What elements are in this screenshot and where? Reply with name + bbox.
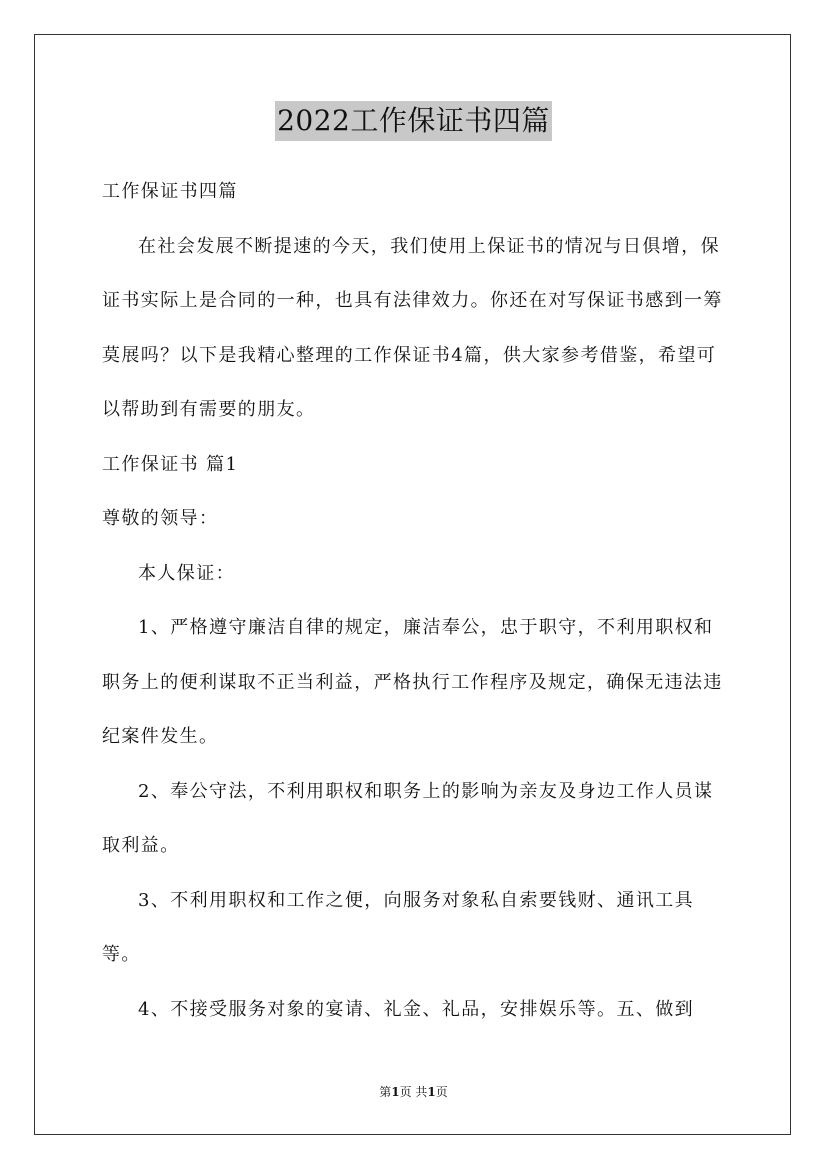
footer-suffix: 页: [435, 1085, 448, 1099]
paragraph: 工作保证书四篇: [102, 181, 238, 202]
current-page-number: 1: [391, 1085, 400, 1099]
paragraph: 3、不利用职权和工作之便，向服务对象私自索要钱财、通讯工具等。: [102, 889, 695, 965]
paragraph: 在社会发展不断提速的今天，我们使用上保证书的情况与日俱增，保证书实际上是合同的一种，也具有法律效力。你还在对写保证书感到一筹莫展吗？以下是我精心整理的工作保证书4篇，供大家参考借鉴，希望可以帮助到有需要的朋友。: [102, 235, 723, 420]
paragraph: 1、严格遵守廉洁自律的规定，廉洁奉公，忠于职守，不利用职权和职务上的便利谋取不正当利益，严格执行工作程序及规定，确保无违法违纪案件发生。: [102, 617, 723, 747]
paragraph: 本人保证：: [138, 562, 235, 584]
footer-prefix: 第: [379, 1085, 392, 1099]
salutation: 尊敬的领导：: [102, 508, 219, 529]
document-body: [102, 165, 727, 1037]
paragraph: 2、奉公守法，不利用职权和职务上的影响为亲友及身边工作人员谋取利益。: [102, 780, 714, 856]
page-footer: [0, 1083, 827, 1101]
section-heading: 工作保证书 篇1: [102, 453, 239, 475]
footer-mid: 页 共: [399, 1085, 428, 1099]
paragraph: 4、不接受服务对象的宴请、礼金、礼品，安排娱乐等。五、做到: [138, 998, 695, 1020]
total-page-number: 1: [427, 1085, 436, 1099]
document-title: 2022工作保证书四篇: [275, 101, 552, 141]
title-area: [0, 101, 827, 141]
